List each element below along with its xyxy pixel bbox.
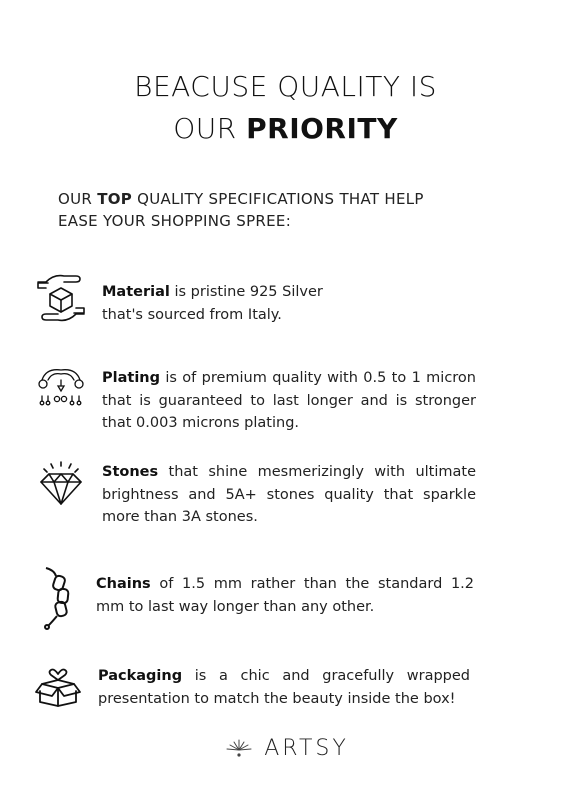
feature-material-text bbox=[102, 281, 366, 326]
intro-text bbox=[58, 188, 478, 232]
feature-stones-label: Stones bbox=[102, 464, 159, 480]
gift-box-heart-icon bbox=[34, 664, 82, 708]
title-line-1: BEACUSE QUALITY IS bbox=[134, 70, 437, 103]
feature-stones bbox=[36, 460, 476, 529]
feature-plating bbox=[36, 366, 476, 435]
feature-plating-text bbox=[102, 367, 476, 435]
feature-stones-desc: that shine mesmerizingly with ultimate brightness and 5A+ stones quality that sparkle more than 3A stones. bbox=[102, 464, 476, 525]
silver-cube-hands-icon bbox=[36, 268, 86, 328]
feature-plating-label: Plating bbox=[102, 370, 160, 386]
feature-material-label: Material bbox=[102, 284, 170, 300]
intro-rest: QUALITY SPECIFICATIONS THAT HELP bbox=[137, 190, 424, 208]
title-line-2 bbox=[0, 108, 571, 150]
feature-chains-desc: of 1.5 mm rather than the standard 1.2 mm to last way longer than any other. bbox=[96, 576, 475, 615]
brand-logo bbox=[0, 736, 571, 761]
feature-packaging-label: Packaging bbox=[98, 668, 183, 684]
feature-chains-text bbox=[96, 573, 474, 618]
feature-material bbox=[36, 268, 366, 328]
title-prefix: OUR bbox=[173, 112, 237, 145]
brand-name: ARTSY bbox=[264, 736, 349, 761]
chain-icon bbox=[40, 564, 80, 630]
feature-plating-desc: is of premium quality with 0.5 to 1 micron that is guaranteed to last longer and is stronger that 0.003 microns plating. bbox=[102, 370, 476, 431]
intro-bold: TOP bbox=[97, 190, 133, 208]
feature-packaging-desc: is a chic and gracefully wrapped presentation to match the beauty inside the box! bbox=[98, 668, 471, 707]
intro-line-2: EASE YOUR SHOPPING SPREE: bbox=[58, 212, 292, 230]
title-bold: PRIORITY bbox=[246, 112, 398, 145]
sunburst-icon bbox=[222, 738, 256, 760]
feature-material-desc: is pristine 925 Silver that's sourced from Italy. bbox=[102, 284, 323, 323]
feature-chains-label: Chains bbox=[96, 576, 151, 592]
feature-packaging bbox=[34, 664, 474, 710]
diamond-icon bbox=[36, 460, 86, 506]
feature-packaging-text bbox=[98, 665, 470, 710]
intro-prefix: OUR bbox=[58, 190, 93, 208]
jewelry-set-icon bbox=[36, 366, 86, 410]
intro-line-1 bbox=[58, 188, 478, 210]
feature-stones-text bbox=[102, 461, 476, 529]
page-title bbox=[0, 66, 571, 150]
feature-chains bbox=[40, 564, 480, 630]
